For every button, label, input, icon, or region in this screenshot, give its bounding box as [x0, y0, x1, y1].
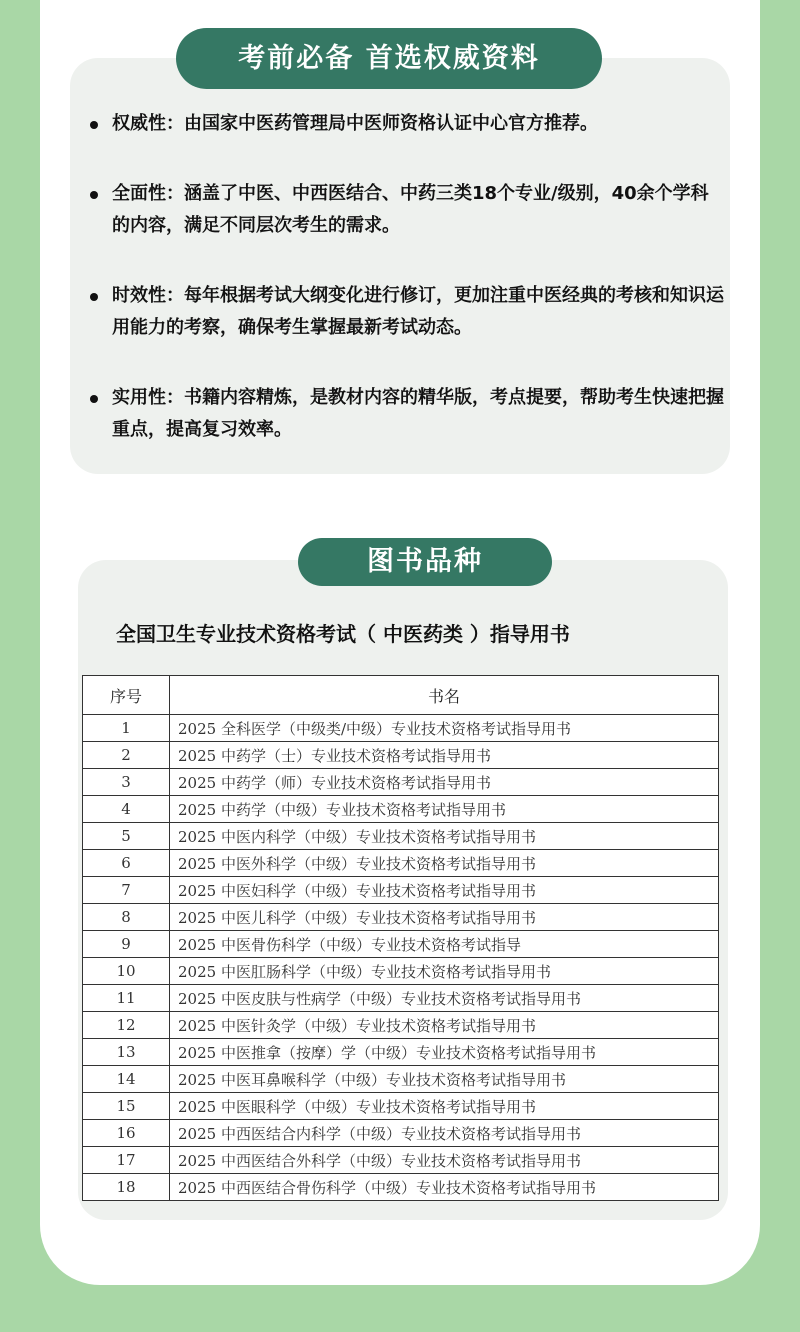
row-number: 15 — [83, 1093, 170, 1120]
book-title: 2025 中医耳鼻喉科学（中级）专业技术资格考试指导用书 — [170, 1066, 719, 1093]
row-number: 18 — [83, 1174, 170, 1201]
feature-text: 涵盖了中医、中西医结合、中药三类18个专业/级别，40余个学科的内容，满足不同层次考生的需求。 — [112, 183, 709, 236]
catalog-subtitle: 全国卫生专业技术资格考试（ 中医药类 ）指导用书 — [116, 622, 570, 646]
book-table — [82, 675, 719, 1201]
table-row — [83, 1039, 719, 1066]
table-row — [83, 985, 719, 1012]
table-row — [83, 877, 719, 904]
book-title: 2025 全科医学（中级类/中级）专业技术资格考试指导用书 — [170, 715, 719, 742]
table-row — [83, 850, 719, 877]
table-row — [83, 1147, 719, 1174]
bullet-icon — [90, 191, 98, 199]
row-number: 11 — [83, 985, 170, 1012]
table-row — [83, 823, 719, 850]
row-number: 2 — [83, 742, 170, 769]
row-number: 8 — [83, 904, 170, 931]
feature-text: 书籍内容精炼，是教材内容的精华版，考点提要，帮助考生快速把握重点，提高复习效率。 — [112, 387, 724, 440]
bullet-icon — [90, 293, 98, 301]
feature-item-practicality — [84, 382, 724, 446]
book-title: 2025 中医妇科学（中级）专业技术资格考试指导用书 — [170, 877, 719, 904]
column-header-title: 书名 — [170, 676, 719, 715]
book-title: 2025 中西医结合内科学（中级）专业技术资格考试指导用书 — [170, 1120, 719, 1147]
row-number: 14 — [83, 1066, 170, 1093]
column-header-number: 序号 — [83, 676, 170, 715]
row-number: 5 — [83, 823, 170, 850]
book-title: 2025 中医针灸学（中级）专业技术资格考试指导用书 — [170, 1012, 719, 1039]
book-title: 2025 中药学（师）专业技术资格考试指导用书 — [170, 769, 719, 796]
table-row — [83, 742, 719, 769]
book-title: 2025 中医内科学（中级）专业技术资格考试指导用书 — [170, 823, 719, 850]
feature-item-comprehensive — [84, 178, 724, 242]
bullet-icon — [90, 121, 98, 129]
book-title: 2025 中药学（中级）专业技术资格考试指导用书 — [170, 796, 719, 823]
table-row — [83, 931, 719, 958]
row-number: 10 — [83, 958, 170, 985]
row-number: 3 — [83, 769, 170, 796]
table-row — [83, 715, 719, 742]
table-row — [83, 1093, 719, 1120]
feature-item-authority — [84, 108, 724, 140]
table-header-row — [83, 676, 719, 715]
table-body — [83, 715, 719, 1201]
features-title-badge: 考前必备 首选权威资料 — [176, 28, 602, 89]
book-title: 2025 中西医结合骨伤科学（中级）专业技术资格考试指导用书 — [170, 1174, 719, 1201]
book-title: 2025 中医眼科学（中级）专业技术资格考试指导用书 — [170, 1093, 719, 1120]
table-row — [83, 1174, 719, 1201]
feature-label: 权威性： — [112, 113, 184, 134]
feature-list — [84, 108, 724, 484]
book-title: 2025 中医推拿（按摩）学（中级）专业技术资格考试指导用书 — [170, 1039, 719, 1066]
row-number: 12 — [83, 1012, 170, 1039]
row-number: 9 — [83, 931, 170, 958]
table-row — [83, 1012, 719, 1039]
table-row — [83, 1120, 719, 1147]
book-title: 2025 中药学（士）专业技术资格考试指导用书 — [170, 742, 719, 769]
book-title: 2025 中医骨伤科学（中级）专业技术资格考试指导 — [170, 931, 719, 958]
row-number: 7 — [83, 877, 170, 904]
row-number: 17 — [83, 1147, 170, 1174]
feature-text: 由国家中医药管理局中医师资格认证中心官方推荐。 — [184, 113, 598, 134]
book-title: 2025 中医皮肤与性病学（中级）专业技术资格考试指导用书 — [170, 985, 719, 1012]
book-title: 2025 中医儿科学（中级）专业技术资格考试指导用书 — [170, 904, 719, 931]
feature-label: 实用性： — [112, 387, 184, 408]
feature-label: 全面性： — [112, 183, 184, 204]
feature-text: 每年根据考试大纲变化进行修订，更加注重中医经典的考核和知识运用能力的考察，确保考生掌握最新考试动态。 — [112, 285, 724, 338]
catalog-title-badge: 图书品种 — [298, 538, 552, 586]
table-row — [83, 1066, 719, 1093]
bullet-icon — [90, 395, 98, 403]
feature-label: 时效性： — [112, 285, 184, 306]
table-row — [83, 904, 719, 931]
row-number: 1 — [83, 715, 170, 742]
book-title: 2025 中医外科学（中级）专业技术资格考试指导用书 — [170, 850, 719, 877]
table-row — [83, 958, 719, 985]
row-number: 16 — [83, 1120, 170, 1147]
book-title: 2025 中西医结合外科学（中级）专业技术资格考试指导用书 — [170, 1147, 719, 1174]
book-title: 2025 中医肛肠科学（中级）专业技术资格考试指导用书 — [170, 958, 719, 985]
row-number: 4 — [83, 796, 170, 823]
feature-item-timeliness — [84, 280, 724, 344]
row-number: 13 — [83, 1039, 170, 1066]
row-number: 6 — [83, 850, 170, 877]
table-row — [83, 769, 719, 796]
table-row — [83, 796, 719, 823]
